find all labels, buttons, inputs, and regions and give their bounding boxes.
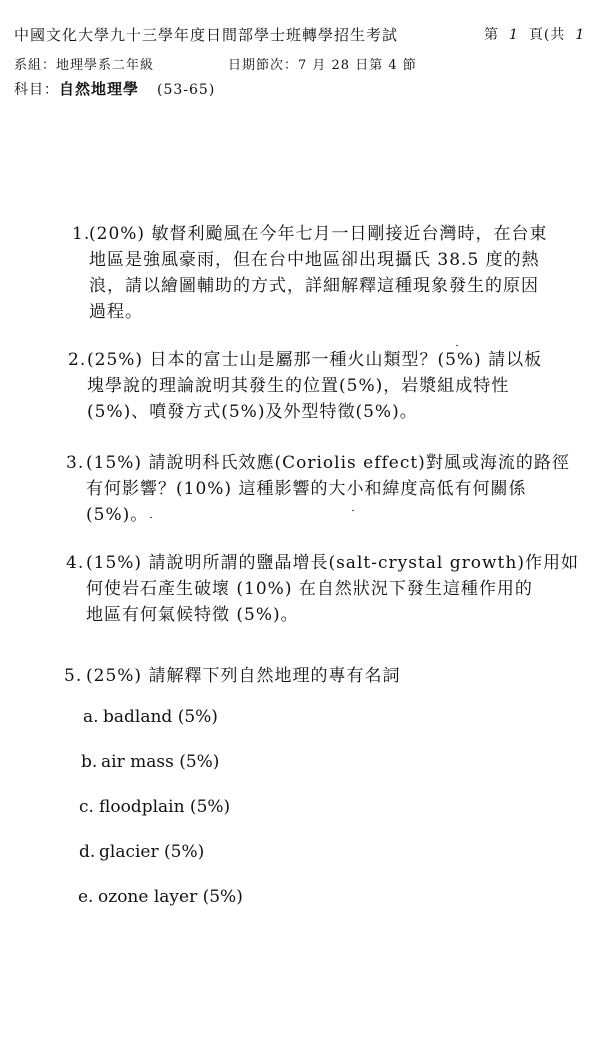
question-5 [64,663,400,689]
subject-name: 自然地理學 [59,80,140,98]
question-line: 浪，請以繪圖輔助的方式，詳細解釋這種現象發生的原因 [89,276,539,296]
question-3 [66,450,570,528]
term-text: floodplain (5%) [99,797,231,817]
subject-label: 科目： [14,82,59,98]
question-line: (25%) 日本的富士山是屬那一種火山類型？(5%) 請以板 [87,350,543,370]
exam-title: 中國文化大學九十三學年度日間部學士班轉學招生考試 [14,26,399,44]
question-line: (20%) 敏督利颱風在今年七月一日剛接近台灣時，在台東 [89,224,548,244]
question-4 [66,550,579,628]
term-item-a [83,707,218,727]
page-indicator [484,24,595,44]
scan-speck [150,517,152,518]
page-total: 1 [575,27,586,43]
term-letter: b. [81,752,98,772]
term-letter: c. [79,797,94,817]
question-line: (5%)、噴發方式(5%)及外型特徵(5%)。 [87,402,418,422]
question-line: 過程。 [89,302,143,322]
question-number: 1. [72,224,91,244]
term-text: air mass (5%) [101,752,220,772]
question-1 [72,221,547,325]
question-line: (15%) 請說明所謂的鹽晶增長(salt-crystal growth)作用如 [86,553,579,573]
page-label-prefix: 第 [484,27,499,43]
term-text: badland (5%) [103,707,218,727]
term-letter: e. [78,887,94,907]
question-line: 有何影響？(10%) 這種影響的大小和緯度高低有何關係 [86,479,527,499]
date-session-line: 日期節次：7 月 28 日第 4 節 [228,58,417,73]
page-number: 1 [509,27,519,43]
question-number: 5. [64,666,83,686]
term-letter: a. [83,707,99,727]
scan-speck [352,510,354,511]
question-line: 塊學說的理論說明其發生的位置(5%)，岩漿組成特性 [87,376,510,396]
term-item-c [79,797,230,817]
term-letter: d. [79,842,96,862]
question-line: 何使岩石產生破壞 (10%) 在自然狀況下發生這種作用的 [86,579,533,599]
question-number: 3. [66,453,85,473]
term-item-e [78,887,243,907]
term-text: ozone layer (5%) [98,887,243,907]
page-label-mid: 頁(共 [528,27,566,43]
question-line: 地區有何氣候特徵 (5%)。 [86,605,299,625]
term-item-b [81,752,219,772]
subject-line [14,78,215,99]
question-line: (15%) 請說明科氏效應(Coriolis effect)對風或海流的路徑 [86,453,570,473]
question-number: 4. [66,553,85,573]
question-line: (5%)。 [86,505,149,525]
term-text: glacier (5%) [99,842,205,862]
subject-code: (53-65) [157,82,216,98]
scan-speck [456,345,458,346]
question-number: 2. [68,350,87,370]
question-line: (25%) 請解釋下列自然地理的專有名詞 [86,666,401,686]
department-line: 系組：地理學系二年級 [14,58,155,73]
term-item-d [79,842,204,862]
question-line: 地區是強風豪雨，但在台中地區卻出現攝氏 38.5 度的熱 [89,250,540,270]
question-2 [68,347,542,425]
